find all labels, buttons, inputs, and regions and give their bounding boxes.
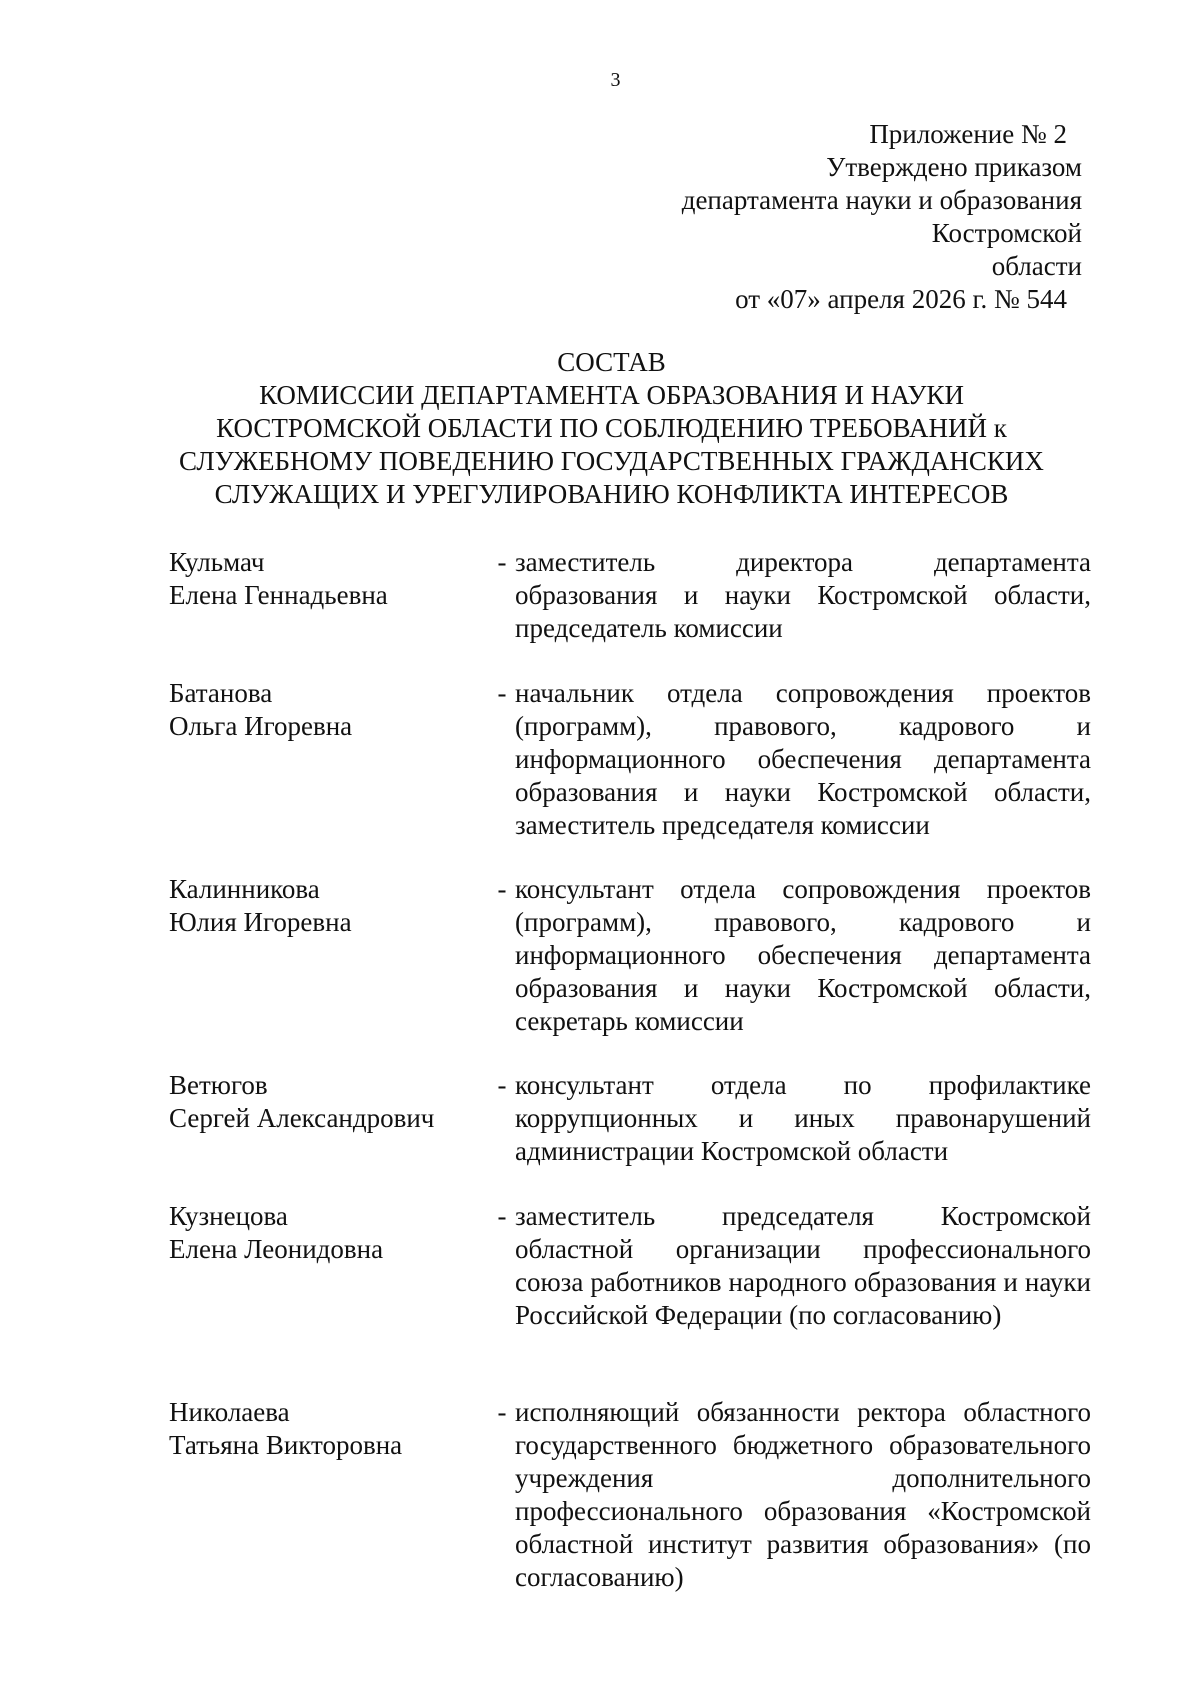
member-surname: Кульмач: [169, 547, 265, 577]
commission-member: [169, 677, 1091, 842]
commission-member: [169, 1396, 1091, 1594]
approving-department-region-suffix: области: [991, 251, 1082, 281]
member-name: [169, 677, 469, 842]
member-given-names: Ольга Игоревна: [169, 711, 353, 741]
member-dash: -: [497, 1201, 507, 1231]
member-role: заместитель председателя Костромской областной организации профессионального союза работников народного образования и науки Российской Федерации (по согласованию): [515, 1201, 1091, 1330]
member-given-names: Елена Геннадьевна: [169, 580, 388, 610]
title-line: КОСТРОМСКОЙ ОБЛАСТИ ПО СОБЛЮДЕНИЮ ТРЕБОВАНИЙ к: [216, 413, 1007, 443]
member-dash: -: [497, 1070, 507, 1100]
title-line: КОМИССИИ ДЕПАРТАМЕНТА ОБРАЗОВАНИЯ И НАУКИ: [259, 380, 964, 410]
member-name: [169, 873, 469, 1038]
member-surname: Кузнецова: [169, 1201, 288, 1231]
member-given-names: Елена Леонидовна: [169, 1234, 384, 1264]
order-date-number: от «07» апреля 2026 г. № 544: [735, 284, 1067, 314]
title-line: СЛУЖАЩИХ И УРЕГУЛИРОВАНИЮ КОНФЛИКТА ИНТЕРЕСОВ: [214, 479, 1009, 509]
member-given-names: Юлия Игоревна: [169, 907, 352, 937]
member-surname: Батанова: [169, 678, 273, 708]
member-name: [169, 1069, 469, 1168]
member-dash: -: [497, 678, 507, 708]
title-line: СЛУЖЕБНОМУ ПОВЕДЕНИЮ ГОСУДАРСТВЕННЫХ ГРАЖДАНСКИХ: [179, 446, 1044, 476]
member-given-names: Сергей Александрович: [169, 1103, 435, 1133]
member-given-names: Татьяна Викторовна: [169, 1430, 403, 1460]
member-dash: -: [497, 547, 507, 577]
appendix-approval-block: [600, 118, 1082, 316]
appendix-number: Приложение № 2: [869, 119, 1067, 149]
member-role: заместитель директора департамента образования и науки Костромской области, председатель комиссии: [515, 547, 1091, 643]
commission-member: [169, 546, 1091, 645]
member-dash: -: [497, 1397, 507, 1427]
member-role: консультант отдела по профилактике коррупционных и иных правонарушений администрации Костромской области: [515, 1070, 1091, 1166]
member-surname: Калинникова: [169, 874, 320, 904]
commission-member: [169, 873, 1091, 1038]
member-surname: Ветюгов: [169, 1070, 268, 1100]
document-title: [130, 346, 1093, 511]
approving-department: департамента науки и образования: [681, 185, 1082, 215]
member-name: [169, 546, 469, 645]
member-name: [169, 1200, 469, 1332]
approving-department-region: Костромской: [931, 218, 1082, 248]
member-role: консультант отдела сопровождения проектов (программ), правового, кадрового и информационного обеспечения департамента образования и науки Костромской области, секретарь комиссии: [515, 874, 1091, 1036]
page-number: 3: [610, 69, 621, 91]
member-role: исполняющий обязанности ректора областного государственного бюджетного образовательного учреждения дополнительного профессионального образования «Костромской областной институт развития образования» (по согласованию): [515, 1397, 1091, 1592]
approval-caption: Утверждено приказом: [826, 152, 1082, 182]
title-line: СОСТАВ: [557, 347, 666, 377]
commission-member: [169, 1200, 1091, 1332]
member-name: [169, 1396, 469, 1594]
member-dash: -: [497, 874, 507, 904]
member-role: начальник отдела сопровождения проектов (программ), правового, кадрового и информационного обеспечения департамента образования и науки Костромской области, заместитель председателя комиссии: [515, 678, 1091, 840]
member-surname: Николаева: [169, 1397, 290, 1427]
commission-member: [169, 1069, 1091, 1168]
